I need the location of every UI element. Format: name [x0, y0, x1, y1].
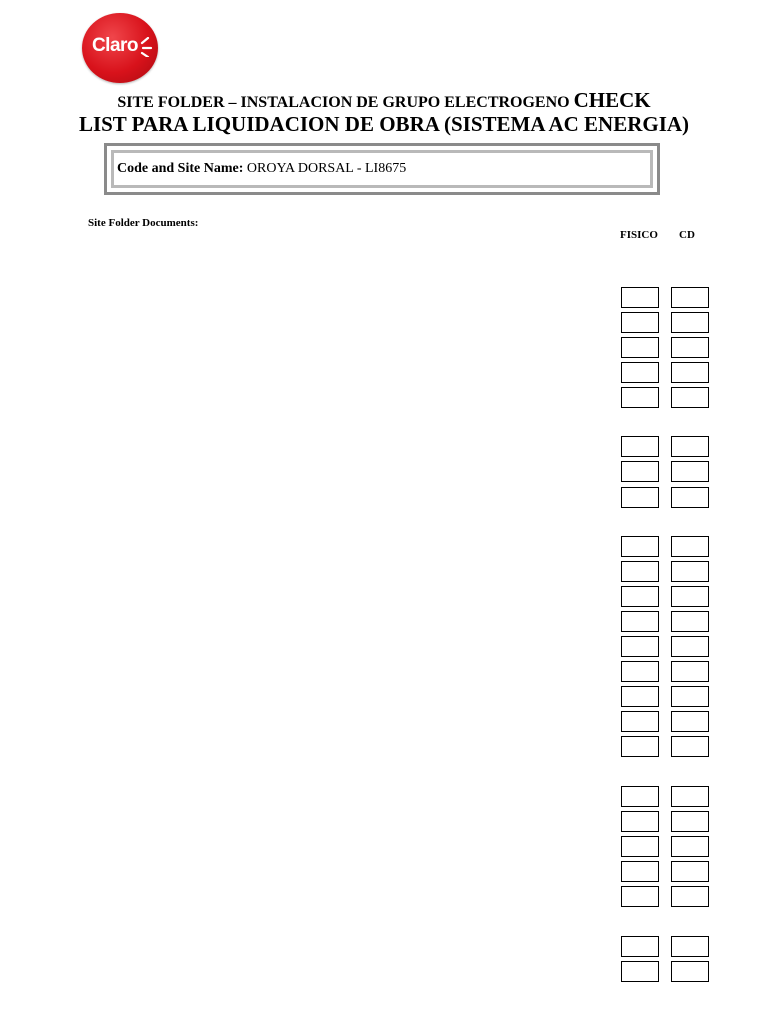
checkbox-fisico[interactable]	[621, 611, 659, 632]
checkbox-fisico[interactable]	[621, 536, 659, 557]
column-header-cd: CD	[679, 229, 695, 241]
checkbox-fisico[interactable]	[621, 312, 659, 333]
site-info	[117, 161, 406, 177]
checkbox-cd[interactable]	[671, 686, 709, 707]
checkbox-cd[interactable]	[671, 811, 709, 832]
checkbox-cd[interactable]	[671, 786, 709, 807]
checkbox-fisico[interactable]	[621, 561, 659, 582]
section-label: Site Folder Documents:	[88, 217, 199, 229]
document-title-line1	[0, 88, 768, 113]
checkbox-cd[interactable]	[671, 337, 709, 358]
checkbox-cd[interactable]	[671, 961, 709, 982]
checkbox-fisico[interactable]	[621, 586, 659, 607]
checkbox-cd[interactable]	[671, 886, 709, 907]
title-main: SITE FOLDER – INSTALACION DE GRUPO ELECTROGENO	[117, 94, 570, 111]
checkbox-cd[interactable]	[671, 561, 709, 582]
checkbox-cd[interactable]	[671, 836, 709, 857]
checkbox-cd[interactable]	[671, 661, 709, 682]
claro-logo	[82, 13, 158, 83]
checkbox-cd[interactable]	[671, 461, 709, 482]
checkbox-fisico[interactable]	[621, 287, 659, 308]
site-info-box	[104, 143, 660, 195]
site-label: Code and Site Name:	[117, 161, 244, 176]
checkbox-cd[interactable]	[671, 586, 709, 607]
checkbox-fisico[interactable]	[621, 686, 659, 707]
checkbox-fisico[interactable]	[621, 961, 659, 982]
checkbox-cd[interactable]	[671, 536, 709, 557]
checkbox-cd[interactable]	[671, 312, 709, 333]
checkbox-fisico[interactable]	[621, 661, 659, 682]
checkbox-cd[interactable]	[671, 362, 709, 383]
title-check: CHECK	[573, 88, 651, 112]
checkbox-fisico[interactable]	[621, 461, 659, 482]
checkbox-cd[interactable]	[671, 287, 709, 308]
checkbox-cd[interactable]	[671, 711, 709, 732]
checkbox-cd[interactable]	[671, 436, 709, 457]
checkbox-fisico[interactable]	[621, 811, 659, 832]
checkbox-fisico[interactable]	[621, 337, 659, 358]
checkbox-fisico[interactable]	[621, 861, 659, 882]
logo-text: Claro	[91, 35, 139, 56]
column-header-fisico: FISICO	[620, 229, 658, 241]
checkbox-fisico[interactable]	[621, 636, 659, 657]
checkbox-fisico[interactable]	[621, 387, 659, 408]
checkbox-fisico[interactable]	[621, 886, 659, 907]
checkbox-fisico[interactable]	[621, 736, 659, 757]
checkbox-fisico[interactable]	[621, 936, 659, 957]
checkbox-cd[interactable]	[671, 611, 709, 632]
checkbox-cd[interactable]	[671, 636, 709, 657]
document-title-line2: LIST PARA LIQUIDACION DE OBRA (SISTEMA AC ENERGIA)	[78, 112, 690, 136]
checkbox-cd[interactable]	[671, 387, 709, 408]
checkbox-fisico[interactable]	[621, 711, 659, 732]
checkbox-fisico[interactable]	[621, 487, 659, 508]
logo-rays-icon	[140, 37, 154, 57]
checkbox-cd[interactable]	[671, 861, 709, 882]
checkbox-cd[interactable]	[671, 736, 709, 757]
checkbox-fisico[interactable]	[621, 786, 659, 807]
checkbox-fisico[interactable]	[621, 836, 659, 857]
checkbox-fisico[interactable]	[621, 436, 659, 457]
checkbox-fisico[interactable]	[621, 362, 659, 383]
checkbox-cd[interactable]	[671, 487, 709, 508]
checkbox-cd[interactable]	[671, 936, 709, 957]
site-value: OROYA DORSAL - LI8675	[246, 161, 407, 176]
